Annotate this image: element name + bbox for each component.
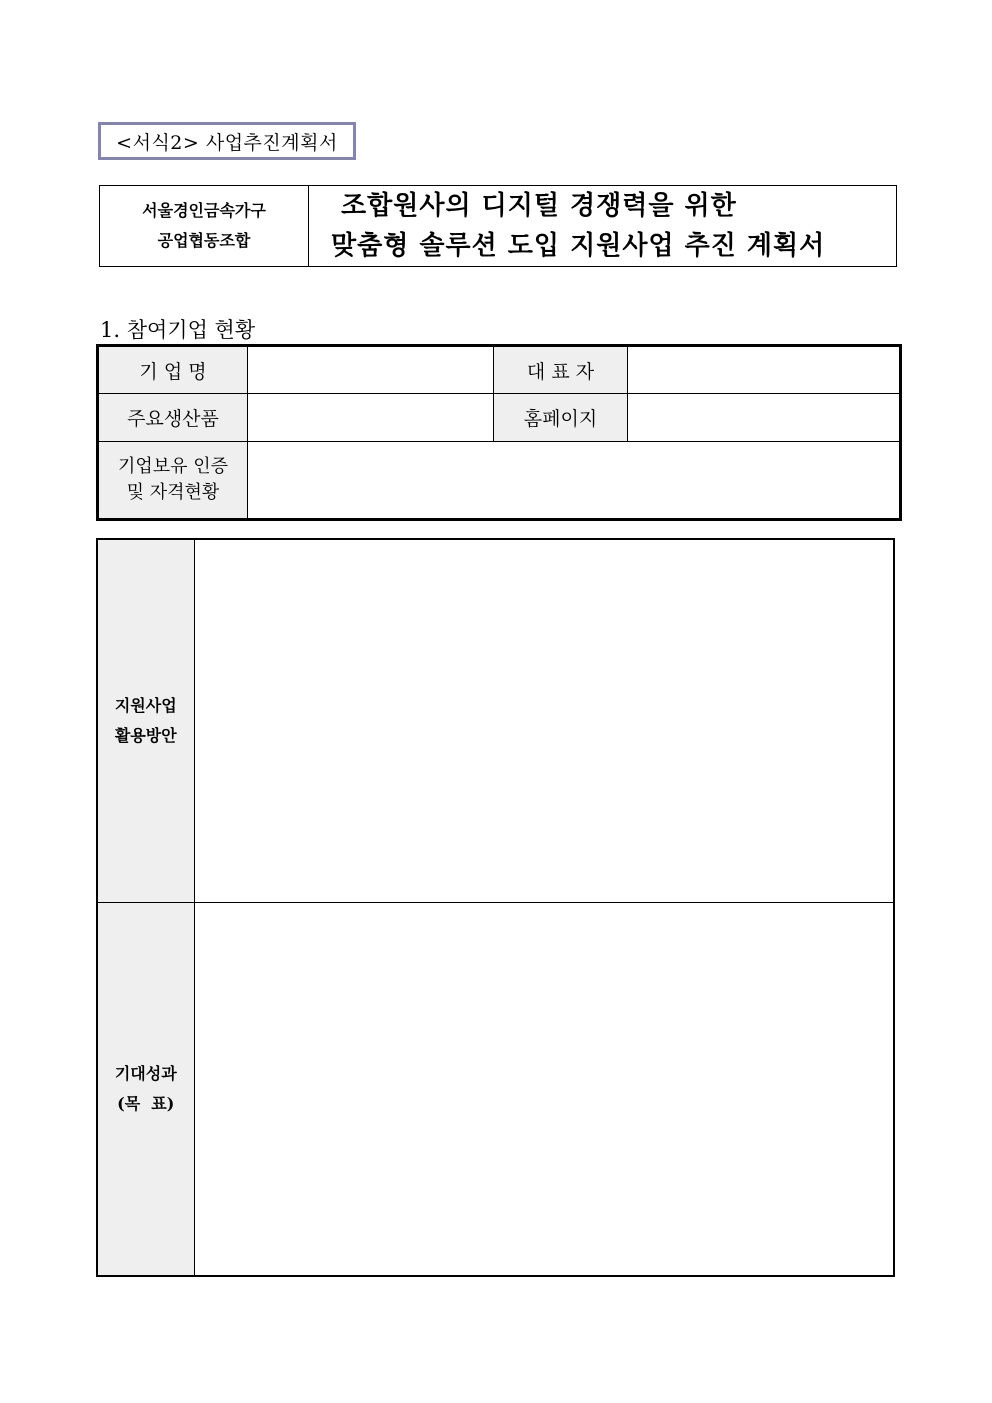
document-title-cell: [309, 186, 897, 267]
certification-label-line1: 기업보유 인증: [117, 456, 229, 477]
document-title-line1: 조합원사의 디지털 경쟁력을 위한: [341, 191, 737, 221]
section-heading-participating-company: 1. 참여기업 현황: [100, 318, 256, 342]
homepage-field[interactable]: [628, 394, 901, 442]
expected-outcome-field[interactable]: [194, 902, 894, 1276]
certification-label: [98, 442, 248, 520]
utilization-plan-label-line1: 지원사업: [114, 695, 177, 715]
main-products-field[interactable]: [248, 394, 494, 442]
organization-name-line2: 공업협동조합: [157, 231, 251, 250]
expected-outcome-label: [97, 902, 194, 1276]
company-name-field[interactable]: [248, 346, 494, 394]
utilization-plan-field[interactable]: [194, 539, 894, 902]
certification-label-line2: 및 자격현황: [126, 482, 220, 503]
title-table: [99, 185, 897, 267]
form-label-text: <서식2> 사업추진계획서: [116, 131, 338, 154]
company-name-label: 기 업 명: [98, 346, 248, 394]
document-title-line2: 맞춤형 솔루션 도입 지원사업 추진 계획서: [331, 231, 826, 261]
certification-field[interactable]: [248, 442, 901, 520]
ceo-label: 대 표 자: [494, 346, 628, 394]
plan-table: [96, 538, 895, 1277]
organization-name-line1: 서울경인금속가구: [142, 201, 266, 220]
organization-cell: [100, 186, 309, 267]
homepage-label: 홈페이지: [494, 394, 628, 442]
expected-outcome-label-line1: 기대성과: [114, 1063, 177, 1083]
ceo-field[interactable]: [628, 346, 901, 394]
utilization-plan-label-line2: 활용방안: [114, 725, 177, 745]
company-info-table: [96, 344, 902, 521]
expected-outcome-label-line2: (목 표): [117, 1093, 175, 1113]
utilization-plan-label: [97, 539, 194, 902]
main-products-label: 주요생산품: [98, 394, 248, 442]
form-label: [98, 122, 356, 160]
